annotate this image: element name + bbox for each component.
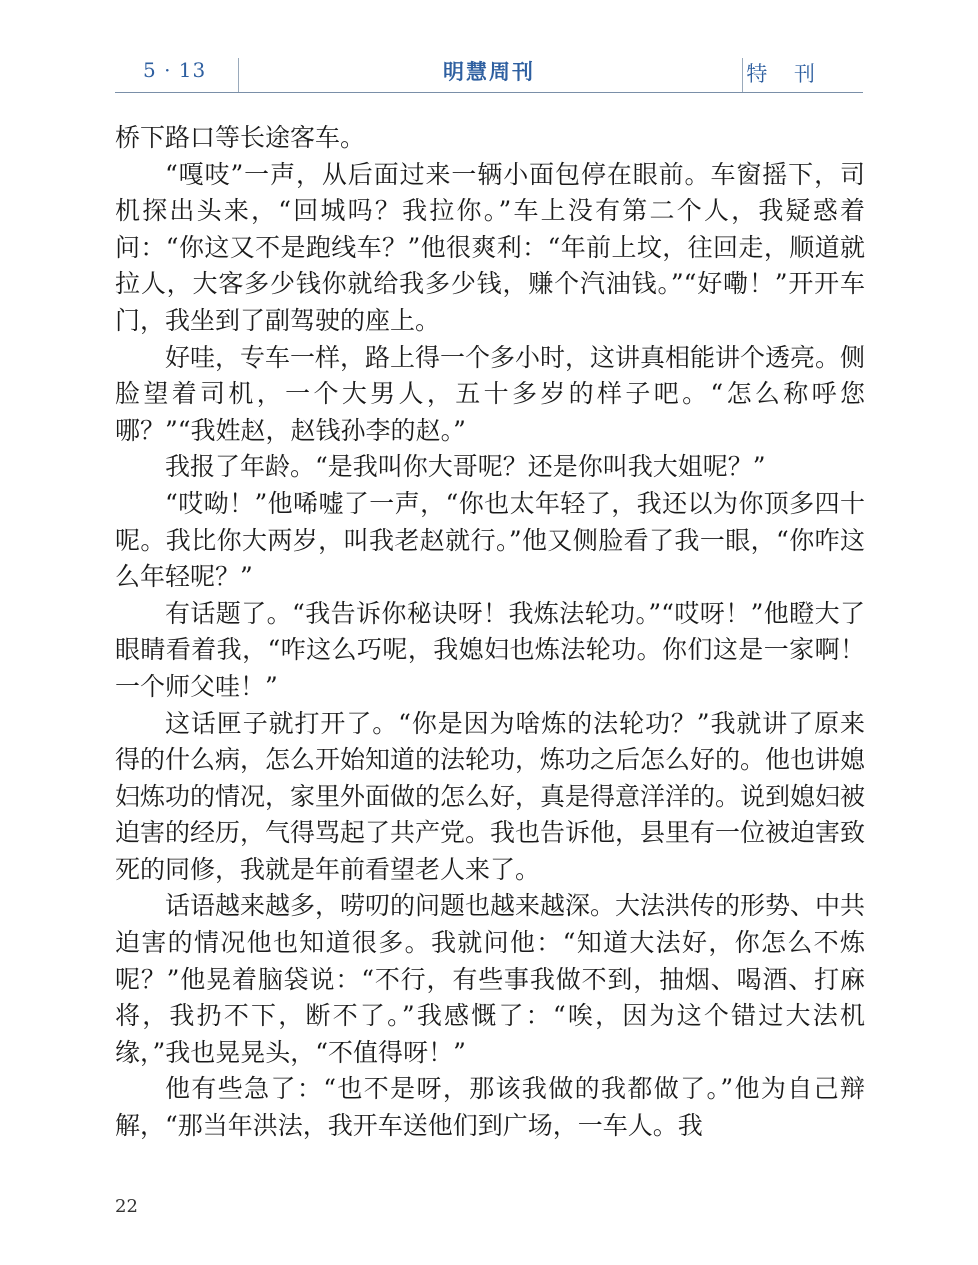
paragraph: 话语越来越多，唠叨的问题也越来越深。大法洪传的形势、中共迫害的情况他也知道很多。我就问他：“知道大法好，你怎么不炼呢？”他晃着脑袋说：“不行，有些事我做不到，抽烟、喝酒、打麻将，我扔不下，断不了。”我感慨了：“唉，因为这个错过大法机缘，”我也晃晃头，“不值得呀！” (115, 891, 866, 1067)
paragraph: 我报了年龄。“是我叫你大哥呢？还是你叫我大姐呢？” (165, 452, 766, 482)
header-divider-right (742, 58, 743, 92)
article-body (115, 120, 865, 1145)
section-label: 特 刊 (746, 62, 825, 86)
paragraph: “哎呦！”他唏嘘了一声，“你也太年轻了，我还以为你顶多四十呢。我比你大两岁，叫我老赵就行。”他又侧脸看了我一眼，“你咋这么年轻呢？” (115, 488, 865, 592)
paragraph: 有话题了。“我告诉你秘诀呀！我炼法轮功。”“哎呀！”他瞪大了眼睛看着我，“咋这么巧呢，我媳妇也炼法轮功。你们这是一家啊！一个师父哇！” (115, 598, 865, 701)
paragraph: 桥下路口等长途客车。 (115, 123, 366, 152)
issue-number: 5 · 13 (143, 58, 207, 82)
paragraph: 这话匣子就打开了。“你是因为啥炼的法轮功？”我就讲了原来得的什么病，怎么开始知道的法轮功，炼功之后怎么好的。他也讲媳妇炼功的情况，家里外面做的怎么好，真是得意洋洋的。说到媳妇被迫害的经历，气得骂起了共产党。我也告诉他，县里有一位被迫害致死的同修，我就是年前看望老人来了。 (115, 708, 866, 884)
page-header (115, 52, 863, 93)
publication-title: 明慧周刊 (443, 59, 535, 84)
paragraph: 好哇，专车一样，路上得一个多小时，这讲真相能讲个透亮。侧脸望着司机，一个大男人，五十多岁的样子吧。“怎么称呼您哪？”“我姓赵，赵钱孙李的赵。” (115, 342, 866, 445)
page-number: 22 (115, 1196, 138, 1217)
paragraph: 他有些急了：“也不是呀，那该我做的我都做了。”他为自己辩解，“那当年洪法，我开车送他们到广场，一车人。我 (115, 1074, 865, 1141)
paragraph: “嘎吱”一声，从后面过来一辆小面包停在眼前。车窗摇下，司机探出头来，“回城吗？我拉你。”车上没有第二个人，我疑惑着问：“你这又不是跑线车？”他很爽利：“年前上坟，往回走，顺道就拉人，大客多少钱你就给我多少钱，赚个汽油钱。”“好嘞！”开开车门，我坐到了副驾驶的座上。 (115, 159, 865, 335)
